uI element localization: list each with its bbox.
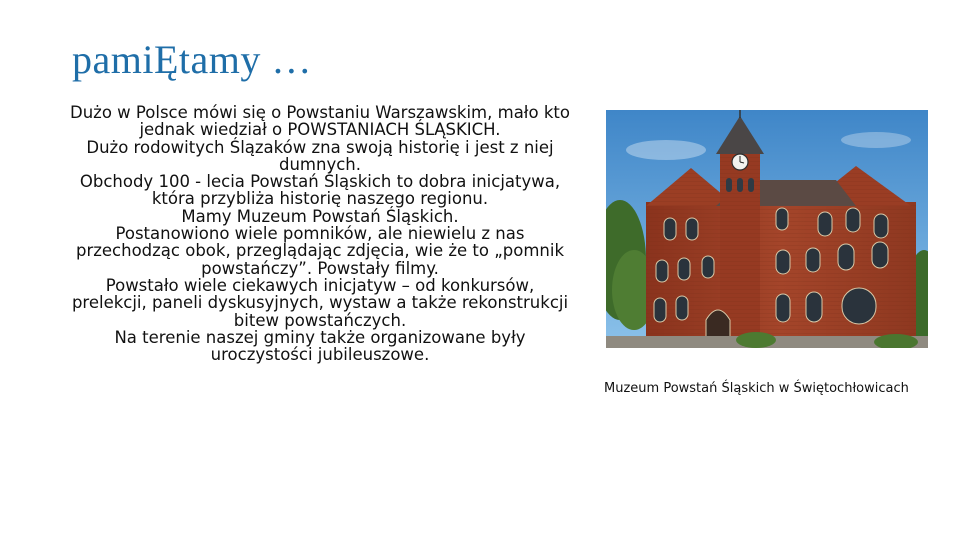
paragraph-7: Na terenie naszej gminy także organizowane były uroczystości jubileuszowe. (114, 327, 526, 365)
paragraph-5: Postanowiono wiele pomników, ale niewielu z nas przechodząc obok, przeglądając zdjęcia, wie że to „pomnik powstańczy”. Powstały filmy. (75, 224, 565, 278)
museum-photo (606, 110, 928, 348)
paragraph-3: Obchody 100 - lecia Powstań Śląskich to dobra inicjatywa, która przybliża historię naszego regionu. (79, 172, 561, 209)
body-text (70, 104, 570, 363)
paragraph-6: Powstało wiele ciekawych inicjatyw – od konkursów, prelekcji, paneli dyskusyjnych, wystaw a także rekonstrukcji bitew powstańczych. (71, 275, 569, 330)
paragraph-1: Dużo w Polsce mówi się o Powstaniu Warszawskim, mało kto jednak wiedział o POWSTANIACH ŚLĄSKICH. (70, 103, 570, 140)
paragraph-4: Mamy Muzeum Powstań Śląskich. (181, 206, 459, 226)
photo-caption: Muzeum Powstań Śląskich w Świętochłowicach (604, 381, 909, 396)
slide-title: pamiĘtamy … (72, 37, 312, 82)
paragraph-2: Dużo rodowitych Ślązaków zna swoją historię i jest z niej dumnych. (86, 137, 554, 174)
museum-building-illustration (606, 110, 928, 348)
